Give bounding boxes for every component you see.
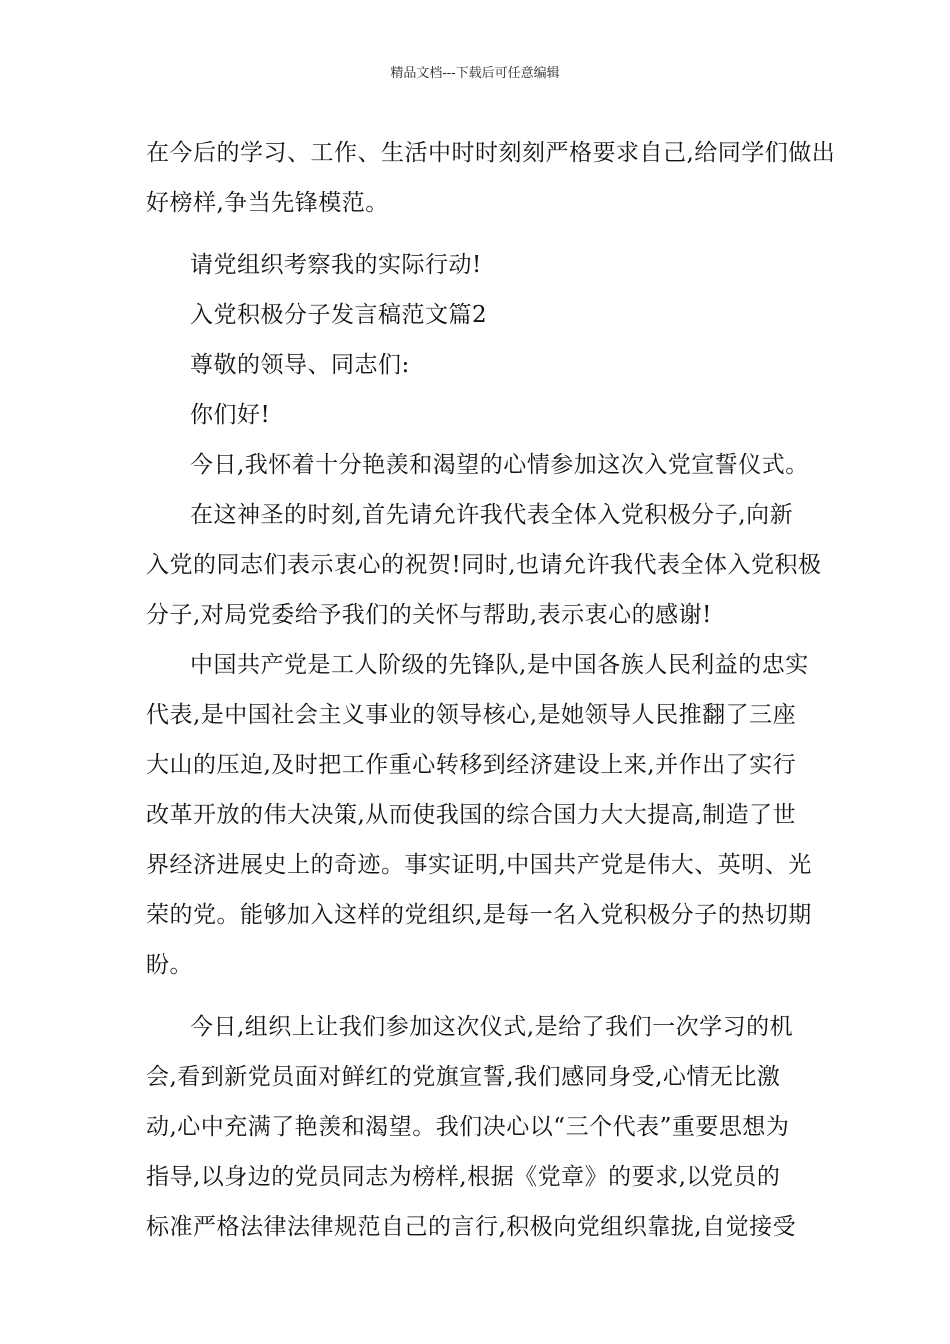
- text-line: 改革开放的伟大决策,从而使我国的综合国力大大提高,制造了世: [146, 802, 797, 828]
- text-line: 荣的党。能够加入这样的党组织,是每一名入党积极分子的热切期: [146, 902, 812, 928]
- text-line: 会,看到新党员面对鲜红的党旗宣誓,我们感同身受,心情无比激: [146, 1064, 781, 1090]
- text-line: 好榜样,争当先锋模范。: [146, 190, 389, 216]
- text-line: 入党的同志们表示衷心的祝贺!同时,也请允许我代表全体入党积极: [146, 552, 822, 578]
- text-line: 分子,对局党委给予我们的关怀与帮助,表示衷心的感谢!: [146, 602, 712, 628]
- paragraph: [146, 490, 822, 640]
- paragraph: [146, 640, 810, 990]
- running-header: 精品文档---下载后可任意编辑: [390, 66, 560, 81]
- paragraph: [146, 240, 810, 290]
- text-line: 今日,我怀着十分艳羡和渴望的心情参加这次入党宣誓仪式。: [190, 452, 809, 478]
- text-line: 中国共产党是工人阶级的先锋队,是中国各族人民利益的忠实: [190, 652, 809, 678]
- text-line: 代表,是中国社会主义事业的领导核心,是她领导人民推翻了三座: [146, 702, 797, 728]
- text-line: 在这神圣的时刻,首先请允许我代表全体入党积极分子,向新: [190, 502, 794, 528]
- text-line: 入党积极分子发言稿范文篇2: [190, 302, 488, 328]
- paragraph: [146, 440, 810, 490]
- text-line: 动,心中充满了艳羡和渴望。我们决心以“三个代表”重要思想为: [146, 1114, 790, 1140]
- paragraph: [146, 1002, 810, 1252]
- section-heading: [146, 290, 810, 340]
- document-body: [146, 128, 836, 1252]
- greeting: [146, 390, 810, 440]
- text-line: 尊敬的领导、同志们:: [190, 352, 410, 378]
- paragraph: [146, 128, 836, 228]
- text-line: 在今后的学习、工作、生活中时时刻刻严格要求自己,给同学们做出: [146, 140, 836, 166]
- text-line: 盼。: [146, 952, 193, 978]
- text-line: 今日,组织上让我们参加这次仪式,是给了我们一次学习的机: [190, 1014, 794, 1040]
- text-line: 你们好!: [190, 402, 271, 428]
- salutation: [146, 340, 810, 390]
- text-line: 指导,以身边的党员同志为榜样,根据《党章》的要求,以党员的: [146, 1164, 781, 1190]
- text-line: 请党组织考察我的实际行动!: [190, 252, 482, 278]
- text-line: 大山的压迫,及时把工作重心转移到经济建设上来,并作出了实行: [146, 752, 797, 778]
- text-line: 界经济进展史上的奇迹。事实证明,中国共产党是伟大、英明、光: [146, 852, 812, 878]
- text-line: 标准严格法律法律规范自己的言行,积极向党组织靠拢,自觉接受: [146, 1214, 797, 1240]
